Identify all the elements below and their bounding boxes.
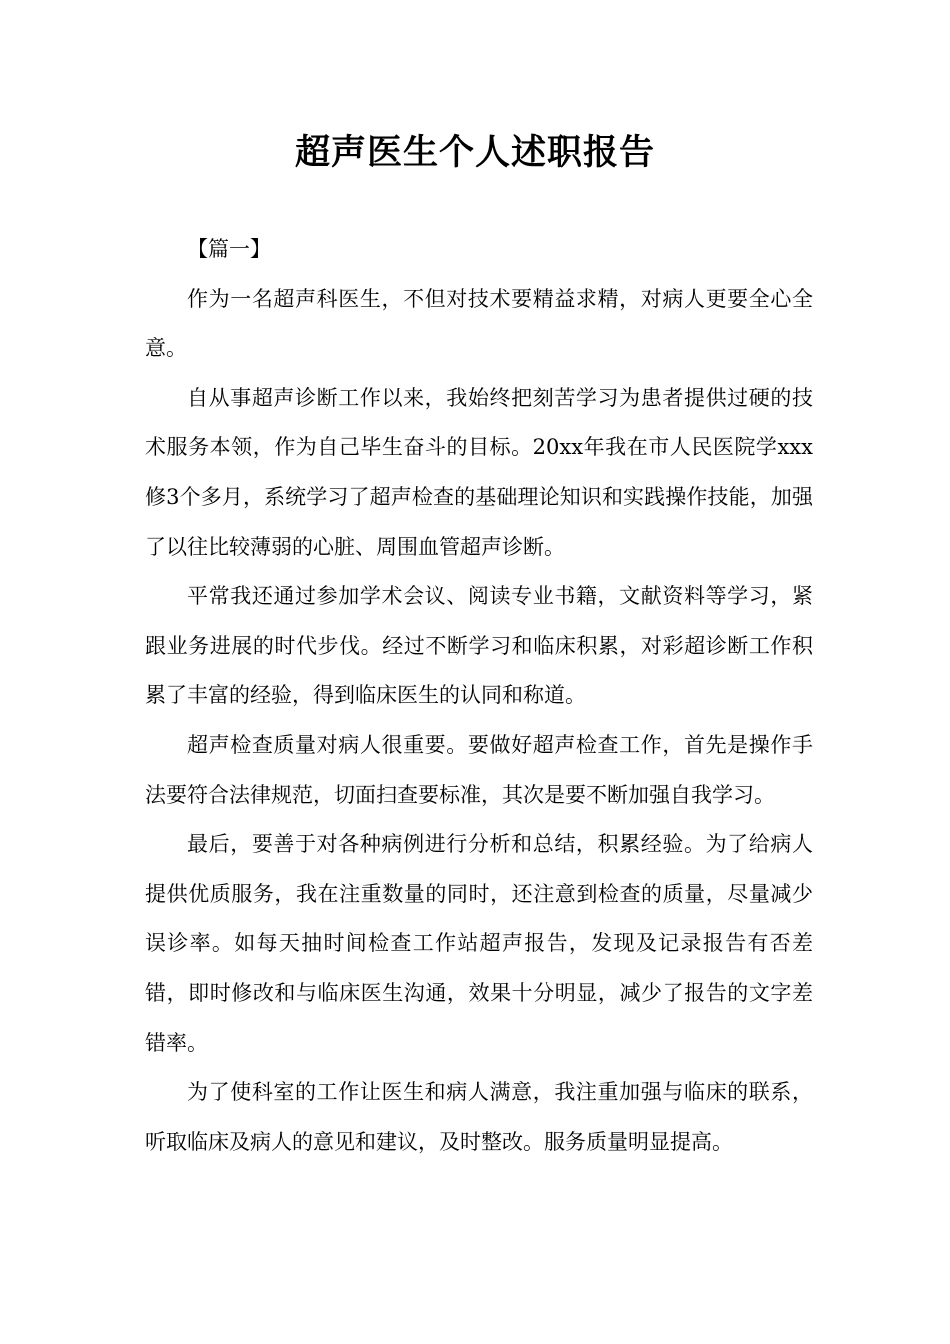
document-body (145, 225, 813, 1167)
paragraph: 最后，要善于对各种病例进行分析和总结，积累经验。为了给病人提供优质服务，我在注重数量的同时，还注意到检查的质量，尽量减少误诊率。如每天抽时间检查工作站超声报告，发现及记录报告有否差错，即时修改和与临床医生沟通，效果十分明显，减少了报告的文字差错率。 (145, 832, 813, 1055)
paragraph: 超声检查质量对病人很重要。要做好超声检查工作，首先是操作手法要符合法律规范，切面扫查要标准，其次是要不断加强自我学习。 (145, 732, 813, 807)
paragraph: 平常我还通过参加学术会议、阅读专业书籍，文献资料等学习，紧跟业务进展的时代步伐。经过不断学习和临床积累，对彩超诊断工作积累了丰富的经验，得到临床医生的认同和称道。 (145, 584, 813, 708)
document-title: 超声医生个人述职报告 (294, 132, 655, 173)
paragraph: 为了使科室的工作让医生和病人满意，我注重加强与临床的联系，听取临床及病人的意见和建议，及时整改。服务质量明显提高。 (145, 1080, 813, 1154)
paragraph: 自从事超声诊断工作以来，我始终把刻苦学习为患者提供过硬的技术服务本领，作为自己毕生奋斗的目标。20xx年我在市人民医院学xxx修3个多月，系统学习了超声检查的基础理论知识和实践操作技能，加强了以往比较薄弱的心脏、周围血管超声诊断。 (145, 385, 813, 559)
section-heading: 【篇一】 (187, 237, 271, 261)
paragraph: 作为一名超声科医生，不但对技术要精益求精，对病人更要全心全意。 (145, 286, 813, 361)
